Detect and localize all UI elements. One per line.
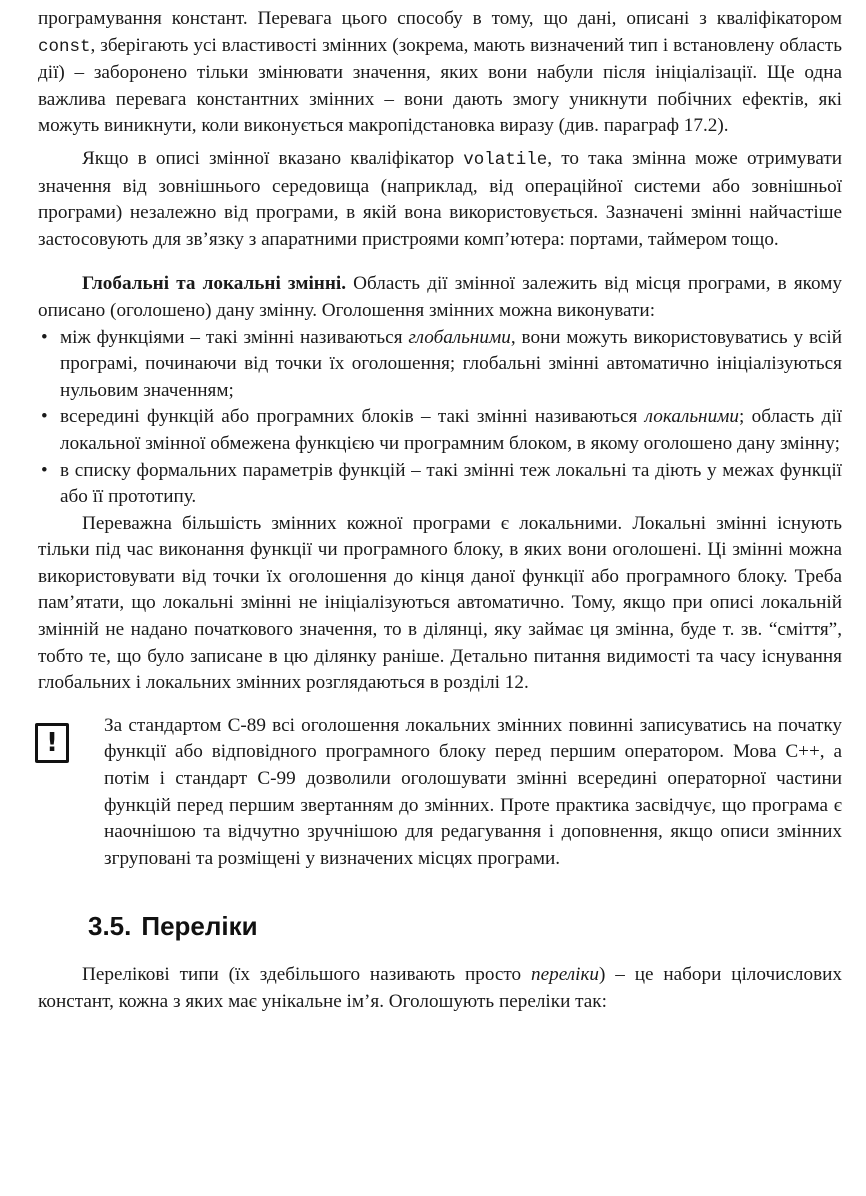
paragraph-text: , зберігають усі властивості змінних (зокрема, мають визначений тип і встановлену область дії) – заборонено тільки змінювати значення, яких вони набули після ініціалізації. Ще одна важлива перевага константних змінних – вони дають змогу уникнути побічних ефектів, які можуть виникнути, коли виконується макропідстановка виразу (див. параграф 17.2).: [38, 34, 842, 137]
code-volatile: volatile: [463, 149, 548, 170]
code-const: const: [38, 36, 91, 57]
note-text: За стандартом C-89 всі оголошення локальних змінних повинні записуватись на початку функції або відповідного програмного блоку перед першим оператором. Мова C++, а потім і стандарт C-99 дозволили оголошувати змінні всередині операторної частини функцій перед першим звертанням до змінних. Проте практика засвідчує, що програма є наочнішою та відчутно зручнішою для редагування і доповнення, якщо описи змінних згруповані та розміщені у визначених місцях програми.: [104, 714, 842, 869]
paragraph-local-vars: Переважна більшість змінних кожної програми є локальними. Локальні змінні існують тільки під час виконання функції чи програмного блоку, в яких вони оголошені. Ці змінні можна використовувати від точки їх оголошення до кінця даної функції або програмного блоку. Треба пам’ятати, що локальні змінні не ініціалізуються автоматично. Тому, якщо при описі локальній змінній не надано початкового значення, то в ділянці, яку займає ця змінна, буде т. зв. “сміття”, тобто те, що було записане в цю ділянку раніше. Детально питання видимості та часу існування глобальних і локальних змінних розглядаються в розділі 12.: [38, 512, 842, 694]
list-item-text: , вони можуть використовуватись у всій програмі, починаючи від точки їх оголошення; глобальні змінні автоматично ініціалізуються нульовим значенням;: [60, 326, 843, 401]
note-block: [38, 713, 842, 873]
list-item: [38, 404, 842, 457]
paragraph-global-local: [38, 271, 842, 324]
term-local: локальними: [644, 406, 740, 428]
paragraph-enums: [38, 962, 842, 1015]
list-item-text: в списку формальних параметрів функцій – такі змінні теж локальні та діють у межах функції або її прототипу.: [60, 459, 842, 508]
paragraph-const: [38, 6, 842, 140]
section-number: 3.5.: [88, 911, 132, 942]
paragraph-text: Область дії змінної залежить від місця програми, в якому описано (оголошено) дану змінну. Оголошення змінних можна виконувати:: [38, 273, 842, 321]
term-global: глобальними: [408, 326, 511, 348]
list-item-text: між функціями – такі змінні називаються: [60, 326, 409, 348]
list-item: [38, 458, 842, 511]
term-enums: переліки: [531, 964, 600, 986]
paragraph-text: , то така змінна може отримувати значення від зовнішнього середовища (наприклад, від операційної системи або зовнішньої програми) незалежно від програми, в якій вона використовується. Зазначені змінні найчастіше застосовують для зв’язку з апаратними пристроями комп’ютера: портами, таймером тощо.: [38, 147, 843, 250]
list-item-text: всередині функцій або програмних блоків – такі змінні називаються: [60, 406, 645, 428]
bullet-icon: •: [41, 326, 48, 348]
paragraph-text: Перелікові типи (їх здебільшого називають просто: [82, 964, 531, 986]
paragraph-volatile: [38, 146, 842, 253]
list-item: [38, 325, 842, 405]
exclamation-icon: !: [35, 723, 69, 763]
document-page: [38, 6, 842, 1016]
paragraph-text: програмування констант. Перевага цього способу в тому, що дані, описані з кваліфікатором: [38, 8, 842, 29]
section-heading: [38, 910, 842, 942]
subheading-global-local: Глобальні та локальні змінні.: [82, 273, 347, 295]
paragraph-text: Якщо в описі змінної вказано кваліфікатор: [82, 147, 464, 169]
list-item-text: ; область дії локальної змінної обмежена функцією чи програмним блоком, в якому оголошено дану змінну;: [60, 406, 842, 454]
declaration-places-list: [38, 325, 842, 511]
paragraph-text: ) – це набори цілочислових констант, кожна з яких має унікальне ім’я. Оголошують переліки так:: [38, 964, 843, 1012]
bullet-icon: •: [41, 459, 48, 481]
bullet-icon: •: [41, 406, 48, 428]
section-title: Переліки: [141, 911, 258, 942]
